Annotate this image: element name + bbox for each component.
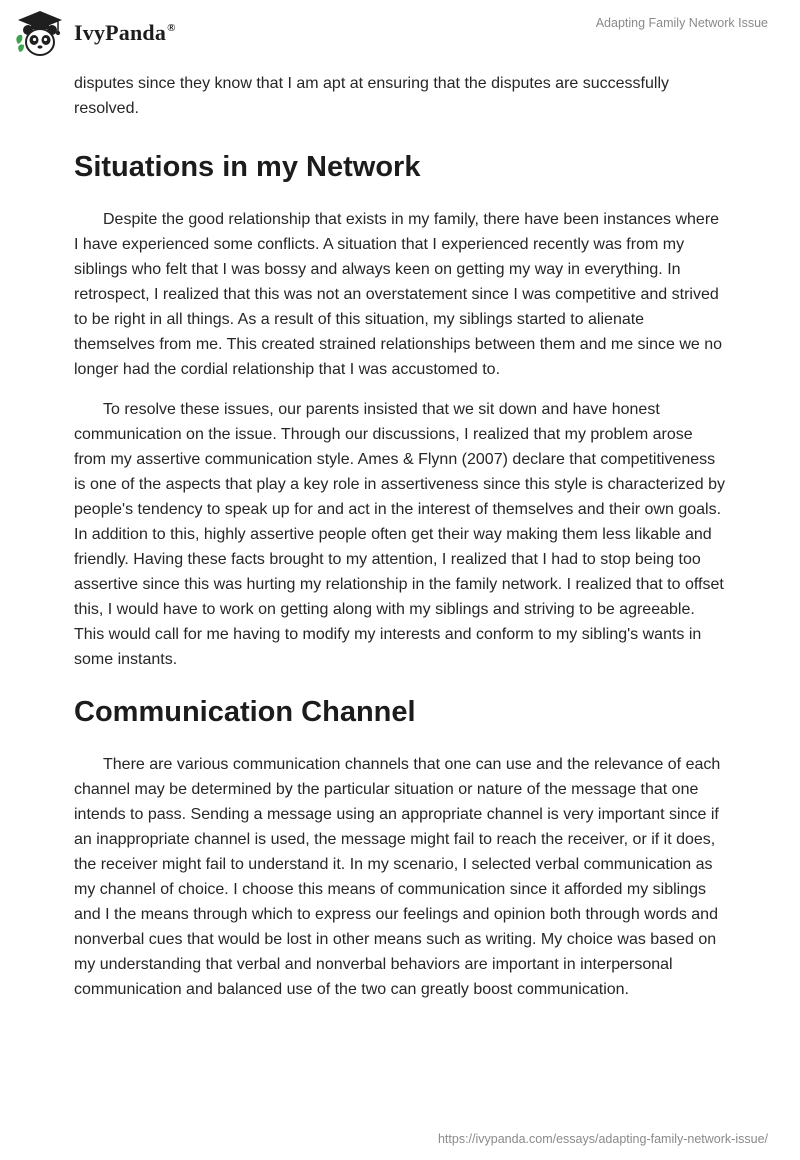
article-body	[74, 71, 726, 1017]
panda-graduate-icon	[14, 8, 66, 58]
source-url[interactable]: https://ivypanda.com/essays/adapting-family-network-issue/	[437, 1132, 768, 1146]
paragraph: To resolve these issues, our parents insisted that we sit down and have honest communication on the issue. Through our discussions, I realized that my problem arose from my assertive communication style. Ames & Flynn (2007) declare that competitiveness is one of the aspects that play a key role in assertiveness since this style is characterized by people's tendency to speak up for and act in the interest of themselves and their own goals. In addition to this, highly assertive people often get their way making them less likable and friendly. Having these facts brought to my attention, I realized that I had to stop being too assertive since this was hurting my relationship in the family network. I realized that to offset this, I would have to work on getting along with my siblings and striving to be agreeable. This would call for me having to modify my interests and conform to my sibling's wants in some instants.	[74, 401, 725, 668]
ivypanda-logo[interactable]	[14, 8, 176, 58]
section-heading-situations: Situations in my Network	[74, 151, 421, 183]
section-heading-communication-channel: Communication Channel	[74, 696, 416, 728]
running-title: Adapting Family Network Issue	[595, 16, 768, 30]
brand-name: IvyPanda®	[74, 20, 176, 45]
paragraph: There are various communication channels that one can use and the relevance of each channel may be determined by the particular situation or nature of the message that one intends to pass. Sending a message using an appropriate channel is very important since if an inappropriate channel is used, the message might fail to reach the receiver, or if it does, the receiver might fail to understand it. In my scenario, I selected verbal communication as my channel of choice. I choose this means of communication since it afforded my siblings and I the means through which to express our feelings and opinion both through words and nonverbal cues that would be lost in other means such as writing. My choice was based on my understanding that verbal and nonverbal behaviors are important in interpersonal communication and balanced use of the two can greatly boost communication.	[74, 756, 721, 998]
intro-paragraph: disputes since they know that I am apt at ensuring that the disputes are successfully resolved.	[74, 75, 669, 117]
paragraph: Despite the good relationship that exists in my family, there have been instances where I have experienced some conflicts. A situation that I experienced recently was from my siblings who felt that I was bossy and always keen on getting my way in everything. In retrospect, I realized that this was not an overstatement since I was competitive and strived to be right in all things. As a result of this situation, my siblings started to alienate themselves from me. This created strained relationships between them and me since we no longer had the cordial relationship that I was accustomed to.	[74, 211, 723, 378]
page-header	[0, 0, 800, 70]
